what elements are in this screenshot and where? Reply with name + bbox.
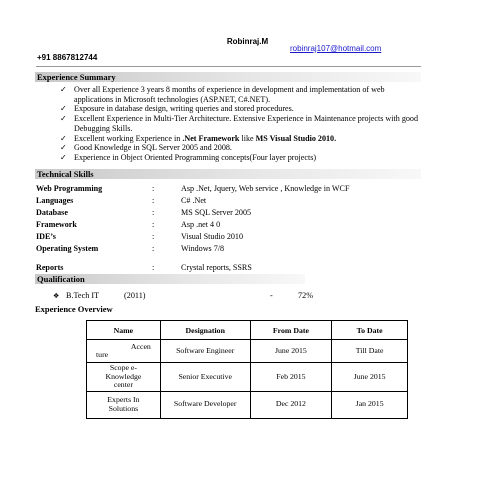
- experience-summary-heading: Experience Summary: [35, 72, 421, 82]
- qualification-heading: Qualification: [35, 274, 305, 284]
- company-name: Experts In Solutions: [87, 391, 161, 418]
- skill-label: Web Programming: [36, 184, 103, 193]
- from-date: June 2015: [250, 340, 332, 363]
- summary-item: ✓ Exposure in database design, writing queries and stored procedures.: [60, 104, 294, 114]
- skill-label: Operating System: [36, 244, 99, 253]
- skill-value: Asp .Net, Jquery, Web service , Knowledge in WCF: [181, 184, 350, 193]
- check-mark-icon: ✓: [60, 85, 67, 94]
- check-mark-icon: ✓: [60, 143, 67, 153]
- summary-item: ✓ Excellent working Experience in .Net Framework like MS Visual Studio 2010.: [60, 133, 337, 143]
- table-row: [87, 340, 408, 363]
- skill-row: Framework : Asp .net 4 0: [36, 220, 221, 229]
- skill-label: Reports: [36, 263, 64, 272]
- company-name: Scope e- Knowledge center: [87, 363, 161, 392]
- skill-label: Database: [36, 208, 68, 217]
- summary-item: ✓ Experience in Object Oriented Programming concepts(Four layer projects): [60, 152, 317, 162]
- designation: Senior Executive: [160, 363, 250, 392]
- check-mark-icon: ✓: [60, 114, 67, 124]
- skill-row: IDE’s : Visual Studio 2010: [36, 232, 244, 241]
- designation: Software Engineer: [160, 340, 250, 363]
- check-mark-icon: ✓: [60, 104, 67, 114]
- skill-value: C# .Net: [181, 196, 207, 205]
- email-link[interactable]: robinraj107@hotmail.com: [290, 44, 382, 53]
- skill-row: Database : MS SQL Server 2005: [36, 208, 252, 217]
- experience-overview-table: [86, 320, 408, 419]
- skill-row: Reports : Crystal reports, SSRS: [36, 263, 252, 272]
- to-date: June 2015: [332, 363, 408, 392]
- qualification-year: (2011): [124, 291, 146, 300]
- column-header-to-date: To Date: [332, 321, 408, 340]
- experience-overview-heading: Experience Overview: [35, 304, 113, 314]
- skill-value: Asp .net 4 0: [181, 220, 221, 229]
- summary-item: ✓ Excellent Experience in Multi-Tier Architecture. Extensive Experience in Maintenance projects with good Debugging Skills.: [60, 114, 419, 133]
- table-header-row: [87, 321, 408, 340]
- qualification-score: 72%: [298, 291, 314, 300]
- skill-label: IDE’s: [36, 232, 56, 241]
- column-header-designation: Designation: [160, 321, 250, 340]
- from-date: Feb 2015: [250, 363, 332, 392]
- skill-row: Operating System : Windows 7/8: [36, 244, 225, 253]
- company-name: Accen ture: [87, 340, 161, 363]
- to-date: Jan 2015: [332, 391, 408, 418]
- skill-label: Languages: [36, 196, 74, 205]
- from-date: Dec 2012: [250, 391, 332, 418]
- skill-value: Windows 7/8: [181, 244, 225, 253]
- experience-summary-list: [60, 85, 422, 163]
- qualification-degree: B.Tech IT: [66, 291, 100, 300]
- table-row: [87, 363, 408, 392]
- technical-skills-table: [36, 184, 436, 275]
- technical-skills-heading: Technical Skills: [35, 169, 421, 179]
- designation: Software Developer: [160, 391, 250, 418]
- qualification-dash: -: [270, 291, 273, 300]
- skill-label: Framework: [36, 220, 77, 229]
- summary-item: ✓ Over all Experience 3 years 8 months of experience in development and implementation of web applications in Microsoft technologies (ASP.NET, C#.NET).: [60, 85, 385, 104]
- to-date: Till Date: [332, 340, 408, 363]
- skill-row: Languages : C# .Net: [36, 196, 207, 205]
- diamond-icon: ❖: [53, 292, 60, 300]
- table-row: [87, 391, 408, 418]
- skill-row: Web Programming : Asp .Net, Jquery, Web service , Knowledge in WCF: [36, 184, 350, 193]
- phone-number: +91 8867812744: [37, 53, 98, 62]
- skill-value: Visual Studio 2010: [181, 232, 244, 241]
- skill-value: MS SQL Server 2005: [181, 208, 252, 217]
- column-header-name: Name: [87, 321, 161, 340]
- header-divider: [36, 66, 421, 67]
- check-mark-icon: ✓: [60, 133, 67, 143]
- summary-item: ✓ Good Knowledge in SQL Server 2005 and 2008.: [60, 143, 232, 153]
- check-mark-icon: ✓: [60, 152, 67, 162]
- candidate-name: Robinraj.M: [226, 37, 269, 46]
- skill-value: Crystal reports, SSRS: [181, 263, 252, 272]
- column-header-from-date: From Date: [250, 321, 332, 340]
